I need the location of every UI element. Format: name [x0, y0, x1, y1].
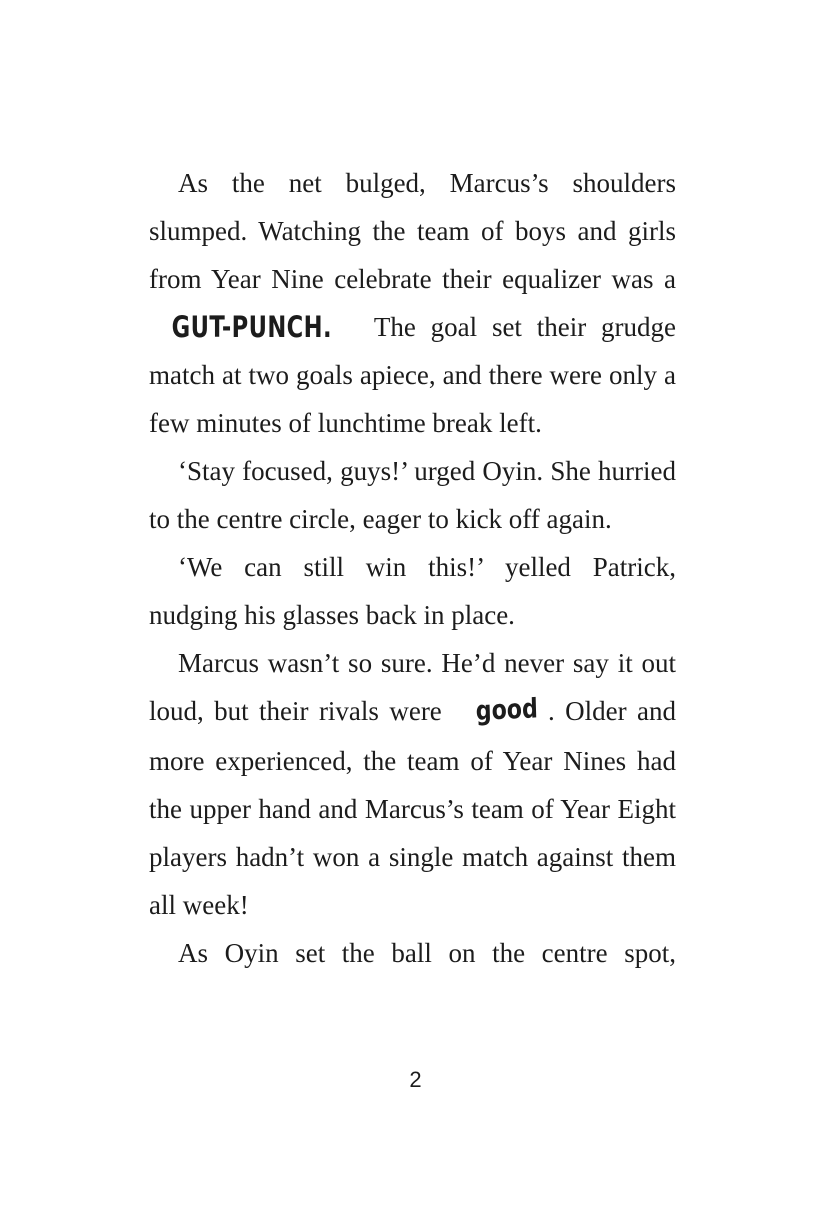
page-number: 2 — [409, 1067, 422, 1092]
page-body — [149, 159, 676, 977]
paragraph-1 — [149, 159, 676, 447]
paragraph-4-text-after: . Older and more experienced, the team of Year Nines had the upper hand and Marcus’s team of Year Eight players hadn’t won a single match against them all week! — [149, 696, 676, 920]
paragraph-4-text-before: Marcus wasn’t so sure. He’d never say it out loud, but their rivals were — [149, 648, 676, 726]
gut-punch-callout: GUT-PUNCH. — [171, 310, 332, 344]
paragraph-4 — [149, 639, 676, 929]
paragraph-1-text-after: The goal set their grudge match at two goals apiece, and there were only a few minutes of lunchtime break left. — [149, 312, 676, 438]
paragraph-1-text-before: As the net bulged, Marcus’s shoulders slumped. Watching the team of boys and girls from Year Nine celebrate their equalizer was a — [149, 168, 676, 294]
good-callout: good — [475, 693, 539, 727]
paragraph-2: ‘Stay focused, guys!’ urged Oyin. She hurried to the centre circle, eager to kick off again. — [149, 456, 676, 534]
paragraph-5: As Oyin set the ball on the centre spot, — [178, 938, 676, 968]
paragraph-3: ‘We can still win this!’ yelled Patrick, nudging his glasses back in place. — [149, 552, 676, 630]
